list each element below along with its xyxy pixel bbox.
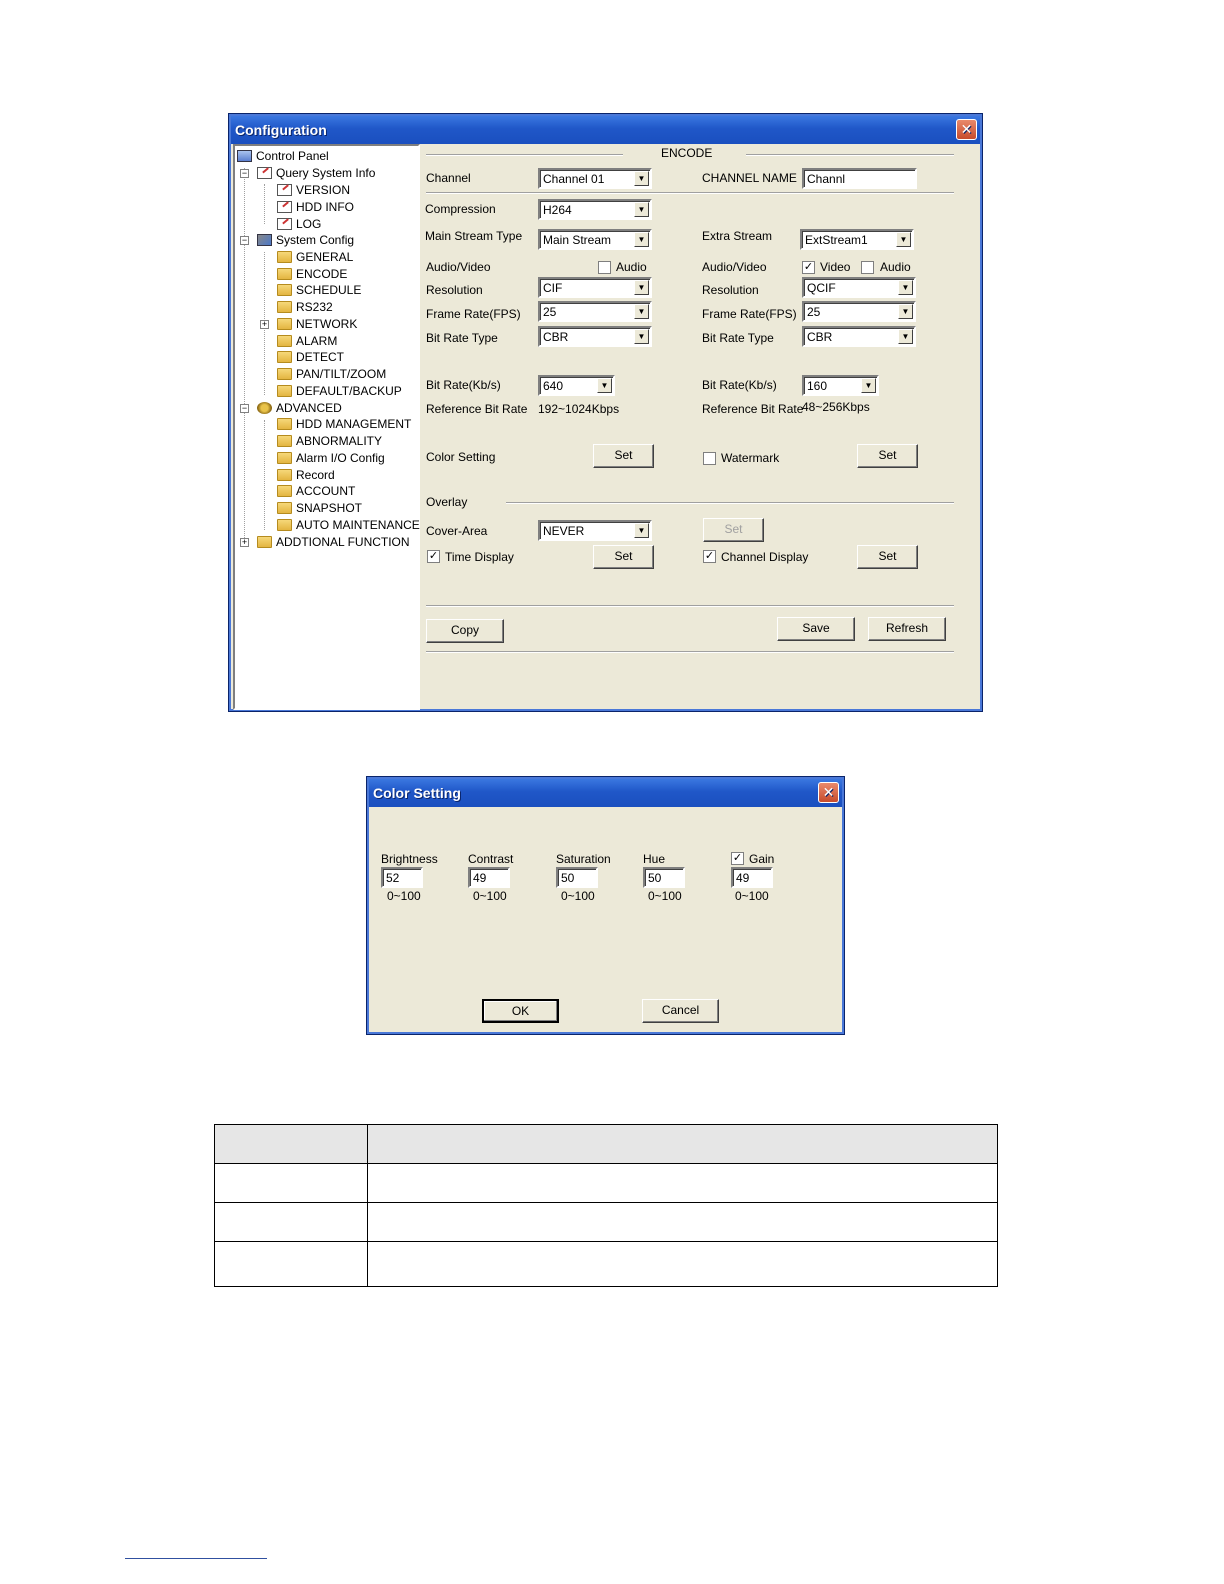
brightness-label: Brightness <box>381 852 438 866</box>
expand-icon[interactable]: + <box>241 537 248 547</box>
tree-item-record[interactable]: Record <box>277 467 335 483</box>
table-cell <box>215 1125 368 1164</box>
dropdown-arrow-icon[interactable]: ▼ <box>634 232 649 247</box>
main-audio-label: Audio <box>616 260 647 274</box>
save-button[interactable]: Save <box>777 617 855 641</box>
dropdown-arrow-icon[interactable]: ▼ <box>861 378 876 393</box>
tree-item-abnormality[interactable]: ABNORMALITY <box>277 433 382 449</box>
folder-icon <box>277 251 292 263</box>
computer-icon <box>237 150 252 162</box>
parameter-table <box>214 1124 998 1287</box>
tree-item-hdd-management[interactable]: HDD MANAGEMENT <box>277 416 411 432</box>
expand-icon[interactable]: + <box>261 319 268 329</box>
overlay-label: Overlay <box>426 495 468 509</box>
collapse-icon[interactable]: − <box>241 403 248 413</box>
dropdown-arrow-icon[interactable]: ▼ <box>898 329 913 344</box>
hue-input[interactable]: 50 <box>643 867 685 888</box>
channel-name-input[interactable]: Channl <box>802 168 917 189</box>
configuration-window <box>228 113 983 712</box>
tree-item-account[interactable]: ACCOUNT <box>277 483 355 499</box>
folder-icon <box>277 385 292 397</box>
watermark-checkbox[interactable] <box>703 452 716 465</box>
hue-range: 0~100 <box>648 889 682 903</box>
folder-icon <box>257 536 272 548</box>
tree-item-snapshot[interactable]: SNAPSHOT <box>277 500 362 516</box>
tree-item-log[interactable]: LOG <box>277 216 321 232</box>
tree-item-query-system-info[interactable]: Query System Info <box>257 165 375 181</box>
tools-icon <box>257 234 272 246</box>
tree-item-schedule[interactable]: SCHEDULE <box>277 282 361 298</box>
folder-icon <box>277 485 292 497</box>
tree-item-control-panel[interactable]: Control Panel <box>237 148 329 164</box>
tree-item-alarm[interactable]: ALARM <box>277 333 337 349</box>
table-cell <box>215 1164 368 1203</box>
close-icon[interactable]: ✕ <box>956 119 977 140</box>
hue-label: Hue <box>643 852 666 866</box>
gain-label: Gain <box>749 852 775 866</box>
table-cell <box>368 1242 998 1287</box>
dropdown-arrow-icon[interactable]: ▼ <box>597 378 612 393</box>
main-audio-checkbox[interactable] <box>598 261 611 274</box>
configuration-title: Configuration <box>235 122 327 138</box>
brightness-input[interactable]: 52 <box>381 867 423 888</box>
main-resolution-label: Resolution <box>426 283 483 297</box>
channel-name-label: CHANNEL NAME <box>702 171 797 185</box>
dropdown-arrow-icon[interactable]: ▼ <box>634 171 649 186</box>
divider <box>426 651 954 653</box>
extra-video-checkbox[interactable]: ✓ <box>803 261 814 273</box>
notepad-icon <box>277 184 292 196</box>
divider <box>426 192 954 194</box>
folder-icon <box>277 368 292 380</box>
folder-icon <box>277 284 292 296</box>
dropdown-arrow-icon[interactable]: ▼ <box>898 280 913 295</box>
dropdown-arrow-icon[interactable]: ▼ <box>898 304 913 319</box>
channel-select[interactable]: Channel 01 ▼ <box>538 168 652 189</box>
channel-display-checkbox[interactable]: ✓ <box>704 550 715 562</box>
dropdown-arrow-icon[interactable]: ▼ <box>634 329 649 344</box>
folder-icon <box>277 452 292 464</box>
dropdown-arrow-icon[interactable]: ▼ <box>634 280 649 295</box>
extra-reference-bit-rate-label: Reference Bit Rate <box>702 402 804 416</box>
close-icon[interactable]: ✕ <box>818 782 839 803</box>
extra-bit-rate-select[interactable]: 160 ▼ <box>802 375 879 396</box>
collapse-icon[interactable]: − <box>241 168 248 178</box>
gain-input[interactable]: 49 <box>731 867 773 888</box>
extra-bit-rate-label: Bit Rate(Kb/s) <box>702 378 777 392</box>
folder-icon <box>277 301 292 313</box>
tree-item-advanced[interactable]: ADVANCED <box>257 400 342 416</box>
channel-display-set-button[interactable]: Set <box>857 545 918 569</box>
color-setting-titlebar[interactable] <box>369 779 842 807</box>
watermark-set-button[interactable]: Set <box>857 444 918 468</box>
tree-item-network[interactable]: NETWORK <box>277 316 357 332</box>
tree-item-encode[interactable]: ENCODE <box>277 266 347 282</box>
folder-icon <box>277 502 292 514</box>
tree-item-detect[interactable]: DETECT <box>277 349 344 365</box>
brightness-range: 0~100 <box>387 889 421 903</box>
extra-audio-label: Audio <box>880 260 911 274</box>
dropdown-arrow-icon[interactable]: ▼ <box>896 232 911 247</box>
copy-button[interactable]: Copy <box>426 619 504 643</box>
main-bit-rate-type-select[interactable]: CBR ▼ <box>538 326 652 347</box>
table-row <box>215 1164 998 1203</box>
tree-item-default-backup[interactable]: DEFAULT/BACKUP <box>277 383 402 399</box>
table-cell <box>368 1125 998 1164</box>
configuration-titlebar[interactable] <box>231 116 980 144</box>
extra-stream-label: Extra Stream <box>702 229 773 243</box>
gain-range: 0~100 <box>735 889 769 903</box>
cancel-button[interactable]: Cancel <box>642 999 719 1023</box>
cover-area-select[interactable]: NEVER ▼ <box>538 520 652 541</box>
saturation-label: Saturation <box>556 852 611 866</box>
tree-item-ptz[interactable]: PAN/TILT/ZOOM <box>277 366 386 382</box>
notepad-icon <box>257 167 272 179</box>
folder-icon <box>277 519 292 531</box>
watermark-label: Watermark <box>721 451 780 465</box>
dropdown-arrow-icon[interactable]: ▼ <box>634 202 649 217</box>
tree-item-version[interactable]: VERSION <box>277 182 350 198</box>
gain-checkbox[interactable]: ✓ <box>732 852 743 864</box>
extra-frame-rate-label: Frame Rate(FPS) <box>702 307 797 321</box>
extra-resolution-select[interactable]: QCIF ▼ <box>802 277 916 298</box>
extra-reference-bit-rate-value: 48~256Kbps <box>802 400 870 414</box>
time-display-label: Time Display <box>445 550 514 564</box>
main-bit-rate-select[interactable]: 640 ▼ <box>538 375 615 396</box>
divider <box>426 605 954 607</box>
extra-bit-rate-type-label: Bit Rate Type <box>702 331 774 345</box>
navigation-tree <box>233 144 420 710</box>
channel-display-label: Channel Display <box>721 550 809 564</box>
section-title: ENCODE <box>661 146 713 160</box>
main-reference-bit-rate-value: 192~1024Kbps <box>538 402 620 416</box>
dropdown-arrow-icon[interactable]: ▼ <box>634 304 649 319</box>
refresh-button[interactable]: Refresh <box>868 617 946 641</box>
collapse-icon[interactable]: − <box>241 235 248 245</box>
extra-bit-rate-type-select[interactable]: CBR ▼ <box>802 326 916 347</box>
tree-item-additional-function[interactable]: ADDTIONAL FUNCTION <box>257 534 410 550</box>
cover-area-set-button[interactable]: Set <box>703 518 764 542</box>
gears-icon <box>257 402 272 414</box>
notepad-icon <box>277 218 292 230</box>
cover-area-label: Cover-Area <box>426 524 488 538</box>
contrast-input[interactable]: 49 <box>468 867 510 888</box>
extra-audio-video-label: Audio/Video <box>702 260 767 274</box>
compression-select[interactable]: H264 ▼ <box>538 199 652 220</box>
main-frame-rate-label: Frame Rate(FPS) <box>426 307 521 321</box>
table-row <box>215 1242 998 1287</box>
main-bit-rate-type-label: Bit Rate Type <box>426 331 498 345</box>
compression-label: Compression <box>425 202 496 216</box>
contrast-range: 0~100 <box>473 889 507 903</box>
extra-audio-checkbox[interactable] <box>861 261 874 274</box>
tree-item-alarm-io-config[interactable]: Alarm I/O Config <box>277 450 385 466</box>
extra-resolution-label: Resolution <box>702 283 759 297</box>
color-setting-title: Color Setting <box>373 785 461 801</box>
notepad-icon <box>277 201 292 213</box>
tree-item-system-config[interactable]: System Config <box>257 232 354 248</box>
folder-icon <box>277 318 292 330</box>
main-stream-type-label: Main Stream Type <box>425 229 523 243</box>
main-audio-video-label: Audio/Video <box>426 260 491 274</box>
dropdown-arrow-icon[interactable]: ▼ <box>634 523 649 538</box>
saturation-input[interactable]: 50 <box>556 867 598 888</box>
tree-item-auto-maintenance[interactable]: AUTO MAINTENANCE <box>277 517 420 533</box>
open-folder-icon <box>277 268 292 280</box>
contrast-label: Contrast <box>468 852 514 866</box>
main-resolution-select[interactable]: CIF ▼ <box>538 277 652 298</box>
divider <box>426 154 623 156</box>
time-display-set-button[interactable]: Set <box>593 545 654 569</box>
tree-item-hdd-info[interactable]: HDD INFO <box>277 199 354 215</box>
folder-icon <box>277 469 292 481</box>
ok-button[interactable]: OK <box>482 999 559 1023</box>
saturation-range: 0~100 <box>561 889 595 903</box>
table-cell <box>368 1164 998 1203</box>
table-row <box>215 1203 998 1242</box>
color-setting-dialog <box>366 776 845 1035</box>
extra-video-label: Video <box>820 260 851 274</box>
table-cell <box>368 1203 998 1242</box>
channel-label: Channel <box>426 171 471 185</box>
main-reference-bit-rate-label: Reference Bit Rate <box>426 402 528 416</box>
table-cell <box>215 1203 368 1242</box>
extra-stream-select[interactable]: ExtStream1 ▼ <box>800 229 914 250</box>
folder-icon <box>277 435 292 447</box>
table-cell <box>215 1242 368 1287</box>
footnote-separator <box>125 1558 267 1559</box>
extra-frame-rate-select[interactable]: 25 ▼ <box>802 301 916 322</box>
tree-item-general[interactable]: GENERAL <box>277 249 353 265</box>
divider <box>746 154 954 156</box>
color-setting-label: Color Setting <box>426 450 496 464</box>
color-setting-set-button[interactable]: Set <box>593 444 654 468</box>
folder-icon <box>277 335 292 347</box>
divider <box>506 502 954 504</box>
folder-icon <box>277 351 292 363</box>
main-stream-type-select[interactable]: Main Stream ▼ <box>538 229 652 250</box>
time-display-checkbox[interactable]: ✓ <box>428 550 439 562</box>
folder-icon <box>277 418 292 430</box>
tree-item-rs232[interactable]: RS232 <box>277 299 333 315</box>
main-bit-rate-label: Bit Rate(Kb/s) <box>426 378 501 392</box>
main-frame-rate-select[interactable]: 25 ▼ <box>538 301 652 322</box>
table-header-row <box>215 1125 998 1164</box>
